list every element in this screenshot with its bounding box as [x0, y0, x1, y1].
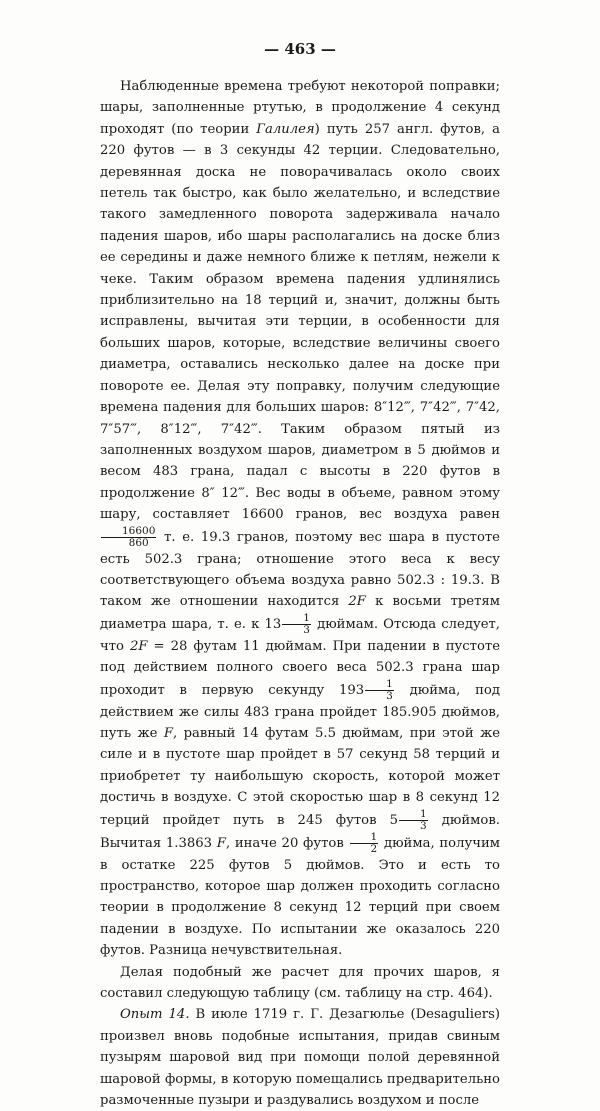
text-run: дюйма, под действием же силы 483 грана пройдет 185.905 дюймов, путь же [100, 682, 500, 741]
text-run: Делая подобный же расчет для прочих шаров, я составил следующую таблицу (см. таблицу на стр. 464). [100, 964, 500, 1002]
text-run: ) путь 257 англ. футов, а 220 футов — в 3 секунды 42 терции. Следовательно, деревянная доска не поворачивалась около своих петель так быстро, как было желательно, и вследствие такого замедленного поворота задерживала начало падения шаров, ибо шары располагались на доске близ ее середины и даже немного ближе к петлям, нежели к чеке. Таким образом времена падения удлинялись приблизительно на 18 терций и, значит, должны быть исправлены, вычитая эти терции, в особенности для больших шаров, которые, вследствие величины своего диаметра, оставались несколько далее на доске при повороте ее. Делая эту поправку, получим следующие времена падения для больших шаров: 8″12‴, 7″42‴, 7″42, 7″57‴, 8″12‴, 7″42‴. Таким образом пятый из заполненных воздухом шаров, диаметром в 5 дюймов и весом 483 грана, падал с высоты в 220 футов в продолжение 8″ 12‴. Вес воды в объеме, равном этому шару, составляет 16600 гранов, вес воздуха равен [100, 121, 500, 523]
paragraph [100, 1004, 500, 1111]
fraction-numerator: 1 [282, 613, 311, 625]
text-run: Наблюденные времена требуют некоторой поправки; шары, заполненные ртутью, в продолжение 4 секунд проходят (по теории [100, 79, 500, 137]
fraction [282, 613, 311, 636]
fraction [399, 809, 428, 832]
body-text [100, 76, 500, 1111]
text-run: дюйма, получим в остатке 225 футов 5 дюймов. Это и есть то пространство, которое шар должен проходить согласно теории в продолжение 8 секунд 12 терций при своем падении в воздухе. По испытании же оказалось 220 футов. Разница нечувствительная. [100, 835, 501, 959]
fraction [365, 679, 394, 702]
text-run: В июле 1719 г. Г. Дезагюлье (Desaguliers) произвел вновь подобные испытания, придав свиным пузырям шаровой вид при помощи полой деревянной шаровой формы, в которую помещались предварительно размоченные пузыри и раздувались воздухом и после [100, 1007, 501, 1109]
italic-text: F [216, 835, 226, 851]
italic-text: Галилея [256, 121, 315, 137]
paragraph [100, 76, 500, 962]
fraction-denominator: 3 [303, 623, 310, 636]
fraction [350, 832, 379, 855]
italic-text: 2F [129, 638, 148, 654]
fraction-numerator: 16600 [101, 526, 156, 538]
fraction-denominator: 860 [128, 536, 149, 549]
fraction-denominator: 3 [420, 819, 427, 832]
fraction-denominator: 3 [386, 689, 393, 702]
fraction-numerator: 1 [365, 679, 394, 691]
text-run: , иначе 20 футов [225, 835, 349, 851]
text-run: т. е. 19.3 гранов, поэтому вес шара в пустоте есть 502.3 грана; отношение этого веса к весу соответствующего объема воздуха равно 502.3 : 19.3. В таком же отношении находится [100, 529, 500, 610]
text-run: к восьми третям диаметра шара, т. е. к 13 [100, 594, 500, 632]
text-run: дюймам. Отсюда следует, что [100, 616, 500, 654]
page-number: — 463 — [264, 40, 336, 58]
italic-text: Опыт 14. [120, 1007, 190, 1023]
text-run: , равный 14 футам 5.5 дюймам, при этой же силе и в пустоте шар пройдет в 57 секунд 58 терций и приобретет ту наибольшую скорость, которой может достичь в воздухе. С этой скоростью шар в 8 секунд 12 терций пройдет путь в 245 футов 5 [100, 725, 501, 828]
paragraph [100, 962, 500, 1005]
text-run: = 28 футам 11 дюймам. При падении в пустоте под действием полного своего веса 502.3 грана шар проходит в первую секунду 193 [100, 638, 500, 698]
fraction-numerator: 1 [399, 809, 428, 821]
italic-text: F [163, 725, 173, 741]
fraction [101, 526, 156, 549]
text-run: дюймов. Вычитая 1.3863 [100, 812, 500, 851]
fraction-denominator: 2 [370, 842, 378, 855]
fraction-numerator: 1 [350, 832, 379, 844]
italic-text: 2F [348, 594, 366, 610]
